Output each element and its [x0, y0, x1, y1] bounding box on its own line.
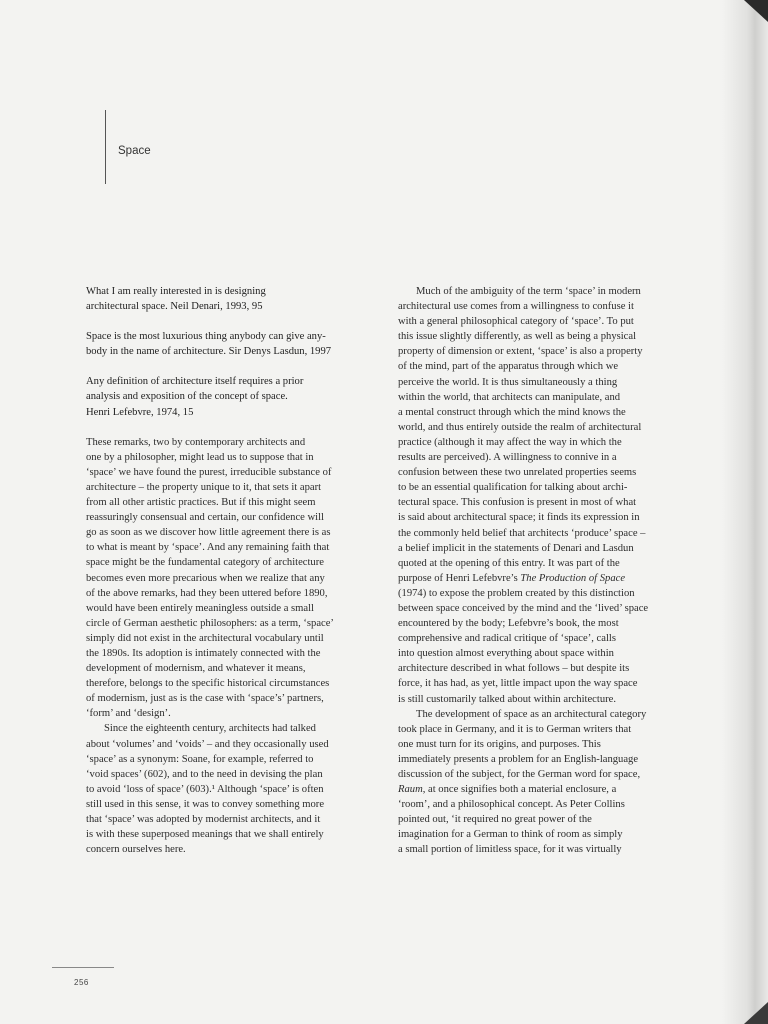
text-line: with a general philosophical category of ‘space’. To put: [398, 316, 634, 328]
quote-line: Space is the most luxurious thing anybody can give any-: [86, 331, 326, 343]
text-line: to what is meant by ‘space’. And any remaining faith that: [86, 542, 330, 554]
text-line: would have been entirely meaningless outside a small: [86, 602, 314, 614]
text-line: Raum, at once signifies both a material enclosure, a: [398, 784, 617, 796]
text-line: purpose of Henri Lefebvre’s The Production of Space: [398, 572, 626, 584]
text-line: took place in Germany, and it is to German writers that: [398, 723, 632, 735]
text-line: property of dimension or extent, ‘space’ is also a property: [398, 346, 643, 358]
text-line: architecture described in what follows – but despite its: [398, 663, 630, 675]
text-line: quoted at the opening of this entry. It was part of the: [398, 557, 620, 569]
body-paragraph: [86, 721, 382, 857]
text-line: These remarks, two by contemporary architects and: [86, 436, 306, 448]
text-line: Much of the ambiguity of the term ‘space’ in modern: [416, 286, 641, 297]
text-line: the 1890s. Its adoption is intimately connected with the: [86, 647, 321, 659]
text-line: force, it has had, as yet, little impact upon the way space: [398, 678, 638, 690]
text-line: encountered by the body; Lefebvre’s book, the most: [398, 618, 619, 630]
right-column: [398, 284, 690, 858]
text-line: ‘void spaces’ (602), and to the need in devising the plan: [86, 768, 323, 780]
text-line: results are perceived). A willingness to connive in a: [398, 452, 617, 464]
text-line: reassuringly consensual and certain, our confidence will: [86, 512, 324, 524]
text-line: a belief implicit in the statements of Denari and Lasdun: [398, 542, 634, 554]
book-title: The Production of Space: [520, 572, 626, 584]
text-line: to avoid ‘loss of space’ (603).¹ Although ‘space’ is often: [86, 783, 324, 795]
text-line: ‘space’ as a synonym: Soane, for example, referred to: [86, 753, 314, 765]
text-line: practice (although it may affect the way in which the: [398, 436, 622, 448]
text-line: world, and thus entirely outside the realm of architectural: [398, 421, 642, 433]
text-line: imagination for a German to think of room as simply: [398, 829, 623, 841]
text-line: of the above remarks, had they been uttered before 1890,: [86, 587, 328, 599]
text-line: is still customarily talked about within architecture.: [398, 693, 616, 705]
text-line: perceive the world. It is thus simultaneously a thing: [398, 376, 618, 388]
german-term: Raum: [398, 784, 423, 796]
body-paragraph: [86, 435, 382, 722]
text-line: this issue slightly differently, as well as being a physical: [398, 331, 637, 343]
text-line: comprehensive and radical critique of ‘space’, calls: [398, 633, 616, 645]
text-line: that ‘space’ was adopted by modernist architects, and it: [86, 814, 321, 825]
text-line: is said about architectural space; it finds its expression in: [398, 512, 640, 524]
text-line: from all other artistic practices. But if this might seem: [86, 497, 316, 509]
page-number: 256: [74, 978, 89, 987]
page-gutter-shadow: [722, 0, 768, 1024]
text-line: is with these superposed meanings that we shall entirely: [86, 829, 324, 841]
text-line: space might be the fundamental category of architecture: [86, 557, 324, 569]
text-line: to be an essential qualification for talking about archi-: [398, 482, 628, 494]
text-line: pointed out, ‘it required no great power of the: [398, 814, 592, 826]
text-line: development of modernism, and whatever it means,: [86, 663, 306, 675]
quote-line: Any definition of architecture itself requires a prior: [86, 376, 304, 388]
epigraph-quote-1: [86, 284, 382, 314]
quote-line: What I am really interested in is designing: [86, 286, 266, 297]
epigraph-quote-3: [86, 374, 382, 419]
text-line: ‘form’ and ‘design’.: [86, 708, 171, 720]
text-line: ‘space’ we have found the purest, irreducible substance of: [86, 466, 332, 478]
text-line: concern ourselves here.: [86, 844, 186, 856]
text-line: one by a philosopher, might lead us to suppose that in: [86, 451, 314, 463]
text-line: ‘room’, and a philosophical concept. As Peter Collins: [398, 799, 625, 811]
page-corner-top: [744, 0, 768, 22]
section-vertical-rule: [105, 110, 106, 184]
footer-rule: [52, 967, 114, 968]
epigraph-quote-2: [86, 329, 382, 359]
text-line: tectural space. This confusion is present in most of what: [398, 497, 637, 509]
text-line: The development of space as an architectural category: [416, 708, 647, 720]
text-line: confusion between these two unrelated properties seems: [398, 467, 637, 479]
text-line: about ‘volumes’ and ‘voids’ – and they occasionally used: [86, 738, 329, 750]
quote-line: Henri Lefebvre, 1974, 15: [86, 406, 194, 418]
page-corner-bottom: [744, 1002, 768, 1024]
body-paragraph: [398, 797, 690, 857]
body-paragraph: [398, 707, 690, 782]
text-line: still used in this sense, it was to convey something more: [86, 798, 325, 810]
text-line: a mental construct through which the mind knows the: [398, 406, 626, 418]
text-line: the commonly held belief that architects ‘produce’ space –: [398, 527, 646, 539]
text-line: of the mind, part of the apparatus through which we: [398, 361, 619, 373]
text-line: discussion of the subject, for the German word for space,: [398, 769, 641, 780]
body-paragraph: [398, 782, 690, 797]
text-line: becomes even more precarious when we realize that any: [86, 572, 325, 584]
quote-line: architectural space. Neil Denari, 1993, 95: [86, 301, 263, 313]
body-paragraph: [398, 284, 690, 571]
text-line: circle of German aesthetic philosophers: as a term, ‘space’: [86, 617, 334, 629]
text-line: of modernism, just as is the case with ‘space’s’ partners,: [86, 693, 324, 705]
text-line: simply did not exist in the architectural vocabulary until: [86, 632, 324, 644]
text-line: within the world, that architects can manipulate, and: [398, 391, 621, 403]
quote-line: body in the name of architecture. Sir Denys Lasdun, 1997: [86, 346, 332, 358]
text-line: Since the eighteenth century, architects had talked: [104, 723, 316, 735]
text-line: between space conceived by the mind and the ‘lived’ space: [398, 602, 649, 614]
text-line: immediately presents a problem for an English-language: [398, 753, 639, 765]
text-line: (1974) to expose the problem created by this distinction: [398, 587, 635, 599]
quote-line: analysis and exposition of the concept of space.: [86, 391, 288, 403]
text-line: a small portion of limitless space, for it was virtually: [398, 844, 622, 856]
text-line: architecture – the property unique to it, that sets it apart: [86, 481, 322, 493]
section-title: Space: [118, 145, 151, 157]
left-column: [86, 284, 382, 857]
text-line: therefore, belongs to the specific historical circumstances: [86, 678, 330, 690]
body-paragraph: [398, 586, 690, 707]
text-line: architectural use comes from a willingness to confuse it: [398, 301, 634, 313]
text-line: into question almost everything about space within: [398, 648, 614, 660]
text-line: one must turn for its origins, and purposes. This: [398, 738, 601, 750]
body-paragraph: [398, 571, 690, 586]
text-line: go as soon as we discover how little agreement there is as: [86, 527, 331, 539]
